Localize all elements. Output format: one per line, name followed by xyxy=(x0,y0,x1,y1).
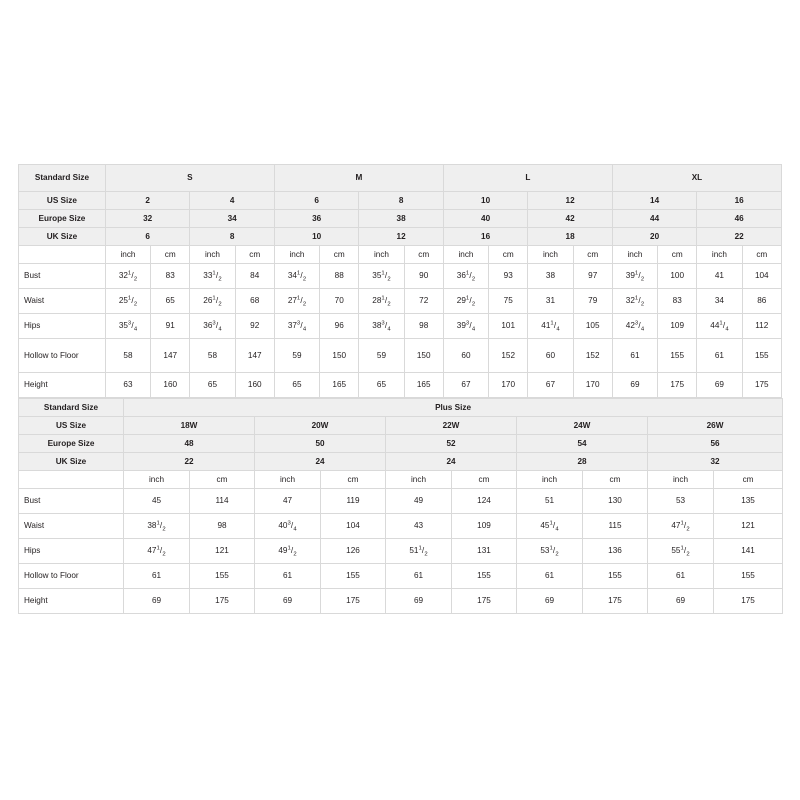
measurement-cell: 114 xyxy=(190,489,255,514)
measurement-cell: 155 xyxy=(658,339,697,373)
measurement-cell: $55^1/_2$ xyxy=(648,539,714,564)
header-standard-size: Standard Size xyxy=(19,165,106,192)
measurement-cell: 63 xyxy=(105,373,150,398)
unit-label: inch xyxy=(386,471,452,489)
measurement-cell: 175 xyxy=(583,589,648,614)
measurement-cell: $51^1/_2$ xyxy=(386,539,452,564)
measurement-cell: 47 xyxy=(255,489,321,514)
measurement-cell: 175 xyxy=(190,589,255,614)
unit-label: inch xyxy=(274,246,319,264)
unit-label: inch xyxy=(443,246,488,264)
measurement-cell: $45^1/_4$ xyxy=(517,514,583,539)
measurement-cell: $39^3/_4$ xyxy=(443,314,488,339)
table-row-header xyxy=(19,435,783,453)
measurement-cell: 38 xyxy=(528,264,573,289)
header-row-label: Europe Size xyxy=(19,435,124,453)
measurement-cell: 83 xyxy=(151,264,190,289)
measurement-cell: 109 xyxy=(452,514,517,539)
header-size-value: 22 xyxy=(124,453,255,471)
measurement-cell: 60 xyxy=(443,339,488,373)
standard-size-table xyxy=(18,164,782,398)
row-label: Waist xyxy=(19,514,124,539)
row-label: Waist xyxy=(19,289,106,314)
header-size-value: 50 xyxy=(255,435,386,453)
header-size-value: 52 xyxy=(386,435,517,453)
unit-label: inch xyxy=(124,471,190,489)
measurement-cell: 60 xyxy=(528,339,573,373)
table-row-header xyxy=(19,228,782,246)
measurement-cell: 67 xyxy=(443,373,488,398)
header-size-value: 12 xyxy=(528,192,613,210)
unit-label: inch xyxy=(528,246,573,264)
measurement-cell: 65 xyxy=(190,373,235,398)
measurement-cell: 112 xyxy=(742,314,781,339)
measurement-cell: 155 xyxy=(321,564,386,589)
measurement-cell: $35^3/_4$ xyxy=(105,314,150,339)
table-row xyxy=(19,264,782,289)
table-row xyxy=(19,489,783,514)
measurement-cell: 98 xyxy=(190,514,255,539)
table-row-units xyxy=(19,471,783,489)
measurement-cell: 136 xyxy=(583,539,648,564)
measurement-cell: 51 xyxy=(517,489,583,514)
measurement-cell: 61 xyxy=(612,339,657,373)
header-size-value: 6 xyxy=(274,192,358,210)
header-plus-size: Plus Size xyxy=(124,399,783,417)
measurement-cell: 61 xyxy=(697,339,742,373)
measurement-cell: 141 xyxy=(714,539,783,564)
measurement-cell: $36^1/_2$ xyxy=(443,264,488,289)
measurement-cell: 61 xyxy=(124,564,190,589)
measurement-cell: 124 xyxy=(452,489,517,514)
header-size-group: L xyxy=(443,165,612,192)
measurement-cell: 69 xyxy=(648,589,714,614)
measurement-cell: $26^1/_2$ xyxy=(190,289,235,314)
row-label: Height xyxy=(19,373,106,398)
measurement-cell: 175 xyxy=(658,373,697,398)
header-size-group: M xyxy=(274,165,443,192)
row-label: Hips xyxy=(19,314,106,339)
measurement-cell: 41 xyxy=(697,264,742,289)
measurement-cell: 69 xyxy=(386,589,452,614)
measurement-cell: 86 xyxy=(742,289,781,314)
measurement-cell: 150 xyxy=(404,339,443,373)
measurement-cell: 43 xyxy=(386,514,452,539)
measurement-cell: 61 xyxy=(517,564,583,589)
header-size-value: 32 xyxy=(105,210,189,228)
measurement-cell: 105 xyxy=(573,314,612,339)
header-row-label: UK Size xyxy=(19,453,124,471)
measurement-cell: 170 xyxy=(573,373,612,398)
measurement-cell: 104 xyxy=(742,264,781,289)
table-row-units xyxy=(19,246,782,264)
measurement-cell: 75 xyxy=(489,289,528,314)
measurement-cell: $32^1/_2$ xyxy=(105,264,150,289)
measurement-cell: 31 xyxy=(528,289,573,314)
header-size-value: 18 xyxy=(528,228,613,246)
unit-label: inch xyxy=(517,471,583,489)
measurement-cell: 45 xyxy=(124,489,190,514)
unit-label: cm xyxy=(489,246,528,264)
measurement-cell: 115 xyxy=(583,514,648,539)
header-size-value: 24 xyxy=(386,453,517,471)
measurement-cell: 58 xyxy=(105,339,150,373)
header-size-value: 10 xyxy=(443,192,527,210)
measurement-cell: 175 xyxy=(452,589,517,614)
measurement-cell: $47^1/_2$ xyxy=(124,539,190,564)
table-row xyxy=(19,314,782,339)
header-size-value: 22W xyxy=(386,417,517,435)
measurement-cell: 69 xyxy=(255,589,321,614)
measurement-cell: 121 xyxy=(190,539,255,564)
measurement-cell: 109 xyxy=(658,314,697,339)
header-size-value: 4 xyxy=(190,192,275,210)
row-label: Hollow to Floor xyxy=(19,564,124,589)
unit-label: cm xyxy=(742,246,781,264)
measurement-cell: 70 xyxy=(320,289,359,314)
measurement-cell: $41^1/_4$ xyxy=(528,314,573,339)
table-row xyxy=(19,373,782,398)
header-size-value: 24W xyxy=(517,417,648,435)
measurement-cell: 67 xyxy=(528,373,573,398)
measurement-cell: 175 xyxy=(742,373,781,398)
header-size-value: 48 xyxy=(124,435,255,453)
measurement-cell: $38^3/_4$ xyxy=(359,314,404,339)
measurement-cell: 101 xyxy=(489,314,528,339)
table-row xyxy=(19,564,783,589)
header-size-value: 54 xyxy=(517,435,648,453)
measurement-cell: $47^1/_2$ xyxy=(648,514,714,539)
measurement-cell: 72 xyxy=(404,289,443,314)
measurement-cell: 119 xyxy=(321,489,386,514)
table-row xyxy=(19,539,783,564)
header-size-value: 20 xyxy=(612,228,696,246)
header-size-group: S xyxy=(105,165,274,192)
measurement-cell: $25^1/_2$ xyxy=(105,289,150,314)
measurement-cell: 96 xyxy=(320,314,359,339)
measurement-cell: 59 xyxy=(274,339,319,373)
measurement-cell: $40^3/_4$ xyxy=(255,514,321,539)
measurement-cell: 152 xyxy=(573,339,612,373)
header-size-value: 28 xyxy=(517,453,648,471)
header-row-label: US Size xyxy=(19,417,124,435)
table-row-header xyxy=(19,210,782,228)
header-size-value: 40 xyxy=(443,210,527,228)
unit-label: inch xyxy=(612,246,657,264)
header-size-value: 18W xyxy=(124,417,255,435)
header-size-group: XL xyxy=(612,165,781,192)
unit-label: cm xyxy=(583,471,648,489)
measurement-cell: $44^1/_4$ xyxy=(697,314,742,339)
table-row-header xyxy=(19,453,783,471)
measurement-cell: 155 xyxy=(742,339,781,373)
unit-label: inch xyxy=(648,471,714,489)
measurement-cell: 152 xyxy=(489,339,528,373)
header-row-label: US Size xyxy=(19,192,106,210)
header-size-value: 14 xyxy=(612,192,696,210)
measurement-cell: 79 xyxy=(573,289,612,314)
measurement-cell: 69 xyxy=(697,373,742,398)
measurement-cell: 65 xyxy=(274,373,319,398)
row-label: Bust xyxy=(19,489,124,514)
measurement-cell: $53^1/_2$ xyxy=(517,539,583,564)
unit-label: inch xyxy=(105,246,150,264)
measurement-cell: 130 xyxy=(583,489,648,514)
row-label: Bust xyxy=(19,264,106,289)
measurement-cell: 61 xyxy=(386,564,452,589)
unit-label: inch xyxy=(697,246,742,264)
measurement-cell: 69 xyxy=(612,373,657,398)
header-size-value: 38 xyxy=(359,210,444,228)
measurement-cell: 58 xyxy=(190,339,235,373)
header-size-value: 10 xyxy=(274,228,358,246)
table-row-size-groups xyxy=(19,165,782,192)
table-row xyxy=(19,514,783,539)
unit-label: cm xyxy=(452,471,517,489)
header-size-value: 20W xyxy=(255,417,386,435)
unit-label: cm xyxy=(321,471,386,489)
measurement-cell: 155 xyxy=(190,564,255,589)
measurement-cell: 98 xyxy=(404,314,443,339)
unit-label: cm xyxy=(658,246,697,264)
table-row xyxy=(19,339,782,373)
measurement-cell: $35^1/_2$ xyxy=(359,264,404,289)
measurement-cell: 53 xyxy=(648,489,714,514)
unit-label: inch xyxy=(359,246,404,264)
unit-label: cm xyxy=(151,246,190,264)
measurement-cell: 34 xyxy=(697,289,742,314)
size-chart-container xyxy=(18,164,782,614)
measurement-cell: 100 xyxy=(658,264,697,289)
measurement-cell: 175 xyxy=(321,589,386,614)
measurement-cell: 155 xyxy=(583,564,648,589)
header-size-value: 56 xyxy=(648,435,783,453)
measurement-cell: $49^1/_2$ xyxy=(255,539,321,564)
header-size-value: 44 xyxy=(612,210,696,228)
measurement-cell: 65 xyxy=(151,289,190,314)
header-size-value: 24 xyxy=(255,453,386,471)
measurement-cell: 88 xyxy=(320,264,359,289)
measurement-cell: 165 xyxy=(320,373,359,398)
table-row-plus-size-title xyxy=(19,399,783,417)
measurement-cell: 121 xyxy=(714,514,783,539)
measurement-cell: $37^3/_4$ xyxy=(274,314,319,339)
measurement-cell: 61 xyxy=(255,564,321,589)
row-label: Hips xyxy=(19,539,124,564)
measurement-cell: $28^1/_2$ xyxy=(359,289,404,314)
unit-row-spacer xyxy=(19,246,106,264)
measurement-cell: 175 xyxy=(714,589,783,614)
header-size-value: 12 xyxy=(359,228,444,246)
measurement-cell: $27^1/_2$ xyxy=(274,289,319,314)
table-row-header xyxy=(19,417,783,435)
header-size-value: 26W xyxy=(648,417,783,435)
measurement-cell: 170 xyxy=(489,373,528,398)
unit-label: cm xyxy=(573,246,612,264)
measurement-cell: 92 xyxy=(235,314,274,339)
row-label: Height xyxy=(19,589,124,614)
measurement-cell: 59 xyxy=(359,339,404,373)
header-size-value: 16 xyxy=(697,192,782,210)
measurement-cell: 68 xyxy=(235,289,274,314)
measurement-cell: 65 xyxy=(359,373,404,398)
plus-size-table xyxy=(18,398,783,614)
measurement-cell: 135 xyxy=(714,489,783,514)
measurement-cell: 104 xyxy=(321,514,386,539)
measurement-cell: $42^3/_4$ xyxy=(612,314,657,339)
measurement-cell: $34^1/_2$ xyxy=(274,264,319,289)
table-row xyxy=(19,589,783,614)
measurement-cell: 49 xyxy=(386,489,452,514)
measurement-cell: 83 xyxy=(658,289,697,314)
header-size-value: 6 xyxy=(105,228,189,246)
header-size-value: 46 xyxy=(697,210,782,228)
measurement-cell: 69 xyxy=(124,589,190,614)
header-size-value: 16 xyxy=(443,228,527,246)
measurement-cell: 90 xyxy=(404,264,443,289)
unit-label: inch xyxy=(255,471,321,489)
measurement-cell: 126 xyxy=(321,539,386,564)
header-size-value: 22 xyxy=(697,228,782,246)
measurement-cell: 160 xyxy=(151,373,190,398)
measurement-cell: 147 xyxy=(235,339,274,373)
header-standard-size: Standard Size xyxy=(19,399,124,417)
header-size-value: 36 xyxy=(274,210,358,228)
header-size-value: 32 xyxy=(648,453,783,471)
unit-label: cm xyxy=(235,246,274,264)
unit-label: cm xyxy=(714,471,783,489)
measurement-cell: 91 xyxy=(151,314,190,339)
measurement-cell: 155 xyxy=(452,564,517,589)
measurement-cell: 150 xyxy=(320,339,359,373)
header-size-value: 8 xyxy=(359,192,444,210)
unit-label: inch xyxy=(190,246,235,264)
measurement-cell: 165 xyxy=(404,373,443,398)
header-row-label: Europe Size xyxy=(19,210,106,228)
table-row xyxy=(19,289,782,314)
measurement-cell: 93 xyxy=(489,264,528,289)
measurement-cell: $39^1/_2$ xyxy=(612,264,657,289)
measurement-cell: $32^1/_2$ xyxy=(612,289,657,314)
table-row-header xyxy=(19,192,782,210)
measurement-cell: 160 xyxy=(235,373,274,398)
unit-label: cm xyxy=(320,246,359,264)
unit-row-spacer xyxy=(19,471,124,489)
measurement-cell: 84 xyxy=(235,264,274,289)
header-row-label: UK Size xyxy=(19,228,106,246)
measurement-cell: 69 xyxy=(517,589,583,614)
measurement-cell: $36^3/_4$ xyxy=(190,314,235,339)
measurement-cell: $38^1/_2$ xyxy=(124,514,190,539)
unit-label: cm xyxy=(404,246,443,264)
header-size-value: 2 xyxy=(105,192,189,210)
header-size-value: 34 xyxy=(190,210,275,228)
measurement-cell: 147 xyxy=(151,339,190,373)
unit-label: cm xyxy=(190,471,255,489)
header-size-value: 42 xyxy=(528,210,613,228)
measurement-cell: $29^1/_2$ xyxy=(443,289,488,314)
measurement-cell: 155 xyxy=(714,564,783,589)
row-label: Hollow to Floor xyxy=(19,339,106,373)
measurement-cell: 61 xyxy=(648,564,714,589)
measurement-cell: $33^1/_2$ xyxy=(190,264,235,289)
header-size-value: 8 xyxy=(190,228,275,246)
measurement-cell: 131 xyxy=(452,539,517,564)
measurement-cell: 97 xyxy=(573,264,612,289)
